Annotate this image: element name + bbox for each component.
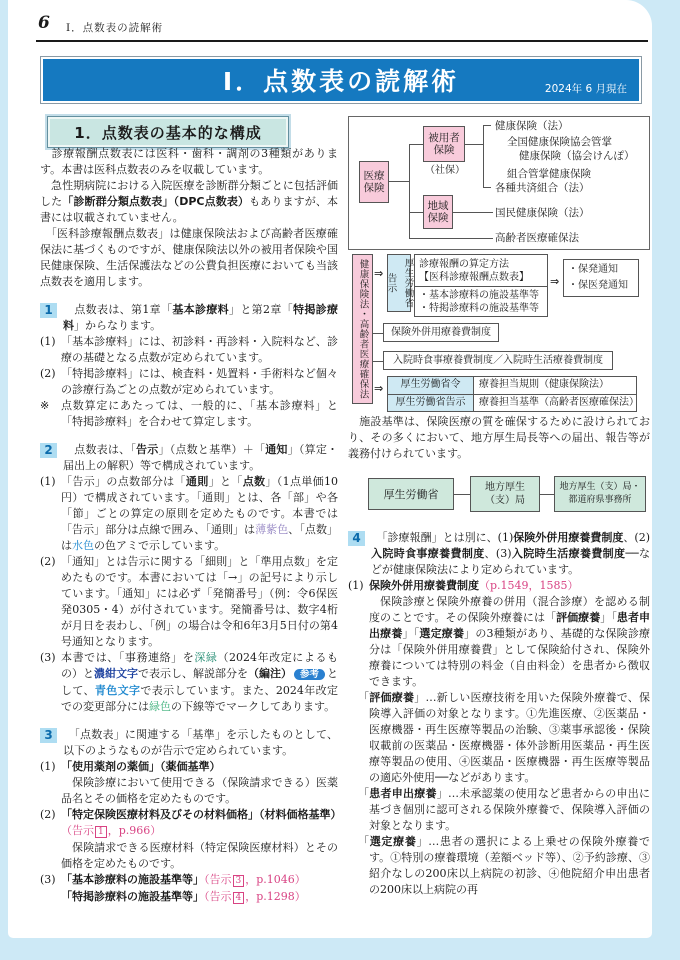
sub-text	[369, 578, 650, 690]
flow-arrow-icon: ⇒	[374, 267, 384, 280]
node-mhlw-notification	[385, 254, 414, 312]
calc-item-2: ・特掲診療料の施設基準等	[419, 303, 539, 314]
vertical-label: 健康保険法・高齢者医療確保法	[357, 259, 369, 399]
sub-text	[61, 759, 338, 807]
sub-text: 「告示」の点数部分は「通則」と「点数」（1点単価10円）で構成されています。「通則」とは、各「部」や各「節」ごとの算定の原則を定めたものです。本書では「告示」部分は点線で囲み、「通則」は薄紫色、「点数」は水色の色アミで示しています。	[61, 475, 339, 552]
node-regional-bureau	[470, 476, 540, 512]
basis-title: 「特定保険医療材料及びその材料価格」（材料価格基準）（告示 1 ，p.966）	[61, 808, 342, 837]
node-regional-insurance: 地域保険	[423, 195, 453, 229]
chapter-banner	[40, 56, 642, 104]
item-number-badge: 4	[348, 531, 365, 546]
sub-marker: (1)	[40, 335, 56, 348]
node-label-line1: 地方厚生（支）局・	[559, 482, 641, 492]
calc-items-block	[415, 287, 547, 317]
item-number-badge: 1	[40, 303, 57, 318]
connector-line	[483, 125, 484, 187]
node-employee-insurance: 被用者保険	[423, 126, 465, 162]
item-3-sub-1	[40, 759, 338, 807]
regional-bureau-diagram	[348, 474, 650, 516]
node-mhlw	[368, 478, 454, 510]
ordinance-cell: 厚生労働省告示	[388, 395, 474, 411]
intro-paragraph-2: 急性期病院における入院医療を診断群分類ごとに包括評価した「診断群分類点数表」（DPC点数表）もありますが、本書には収載されていません。	[40, 179, 339, 224]
item-number-badge: 3	[40, 728, 57, 743]
table-row	[388, 377, 636, 394]
sub-text: 「特掲診療料」には、検査料・処置料・手術料など個々の診療行為ごとの点数が定められています。	[61, 367, 338, 396]
bullet-sentei-ryoyo: 「選定療養」…患者の選択による上乗せの保険外療養です。①特別の療養環境（差額ベッド等）、②予約診療、③紹介なしの200床以上病院の初診、④他院紹介申出患者の200床以上病院の再	[358, 835, 651, 896]
intro-paragraph-3: 「医科診療報酬点数表」は健康保険法および高齢者医療確保法に基づくものですが、健康保険法以外の被用者保険や国民健康保険、生活保護法などの公費負担医療においても当該点数表を適用します。	[40, 227, 338, 288]
item-number-badge: 2	[40, 443, 57, 458]
item-2	[40, 442, 338, 715]
node-medical-insurance: 医療保険	[359, 161, 389, 203]
insurance-system-diagram	[348, 116, 650, 250]
running-header: Ⅰ．点数表の読解術	[66, 22, 164, 34]
item-3-head-text: 「点数表」に関連する「基準」を示したものとして、以下のようなものが告示で定められています。	[63, 728, 338, 757]
leaf-national-health-insurance: 国民健康保険（法）	[495, 207, 590, 219]
connector-line	[389, 181, 409, 182]
item-2-sub-2	[40, 554, 338, 650]
item-1-note	[40, 398, 338, 430]
sub-marker: (3)	[40, 873, 56, 886]
sub-marker: (3)	[40, 651, 56, 664]
item-4	[348, 530, 650, 898]
flow-arrow-icon: ⇒	[550, 275, 560, 288]
item-3-sub-2	[40, 807, 342, 872]
section-heading: 1．点数表の基本的な構成	[47, 116, 289, 148]
kokuji-label: 告示	[385, 273, 397, 293]
node-hospital-meal-system: 入院時食事療養費制度／入院時生活療養費制度	[383, 351, 613, 370]
connector-line	[373, 361, 383, 362]
connector-line	[465, 144, 483, 145]
sub-text	[61, 872, 338, 906]
item-1-sub-2	[40, 366, 338, 398]
sub-text	[61, 807, 342, 872]
notice-line2: ・保医発通知	[568, 280, 628, 291]
item-4-head-text: 「診療報酬」とは別に、(1)保険外併用療養費制度、(2)入院時食事療養費制度、(3)入院時生活療養費制度──などが健康保険法により定められています。	[371, 531, 651, 576]
leaf-health-insurance-law: 健康保険（法）	[495, 120, 569, 132]
sub-marker: (2)	[40, 808, 56, 821]
sub-marker: (2)	[40, 367, 56, 380]
right-column	[348, 116, 650, 898]
table-row	[388, 394, 639, 411]
item-3	[40, 727, 342, 906]
left-column	[40, 146, 342, 906]
basis-body: 保険診療において使用できる（保険請求できる）医薬品名とその価格を定めたものです。	[61, 776, 338, 805]
leaf-union-managed: 組合管掌健康保険	[507, 168, 591, 180]
facility-standards-note: 施設基準は、保険医療の質を確保するために設けられており、その多くにおいて、地方厚生局長等への届出、報告等が義務付けられています。	[348, 415, 650, 460]
calc-item-1: ・基本診療料の施設基準等	[419, 290, 539, 301]
notification-flow-diagram	[348, 252, 650, 414]
reference-mark: ※	[40, 399, 50, 412]
basis-body: 保険請求できる医療材料（特定保険医療材料）とその価格を定めたものです。	[61, 841, 338, 870]
connector-line	[373, 333, 383, 334]
item-3-sub-3	[40, 872, 338, 906]
connector-line	[540, 494, 554, 495]
leaf-kyokai-kenpo-2: 健康保険（協会けんぽ）	[519, 150, 635, 162]
bullet-hyoka-ryoyo: 「評価療養」…新しい医療技術を用いた保険外療養で、保険導入評価の対象となります。①先進医療、②医薬品・医療機器・再生医療等製品の治験、③薬事承認後・保険収載前の医薬品・医療機器・体外診断用医薬品・再生医療等製品の使用、④医薬品・医療機器・再生医療等製品の適応外使用──などがあります。	[358, 691, 651, 784]
connector-line	[483, 187, 491, 188]
item-2-sub-3	[40, 650, 338, 715]
sub-text: 本書では、「事務連絡」を深緑（2024年改定によるもの）と濃紺文字で表示し、解説部分を（編注） 参考 として、青色文字で表示しています。また、2024年改定での変更部分には緑色の下線等でマークしてあります。	[61, 651, 339, 713]
ordinance-cell: 厚生労働省令	[388, 377, 474, 394]
node-label: 厚生労働省	[383, 487, 439, 501]
basis-title: 「特掲診療料の施設基準等」（告示 4 ，p.1298）	[61, 890, 306, 903]
node-label-line2: （支）局	[485, 495, 525, 506]
flow-arrow-icon: ⇒	[374, 382, 384, 395]
node-label-line2: 都道府県事務所	[568, 495, 632, 505]
node-label-line1: 地方厚生	[485, 482, 525, 493]
item-1-head-row	[40, 302, 338, 334]
connector-line	[409, 212, 423, 213]
leaf-mutual-aid: 各種共済組合（法）	[495, 182, 590, 194]
item-1	[40, 302, 338, 430]
system-title: 保険外併用療養費制度（p.1549，1585）	[369, 579, 579, 592]
connector-line	[483, 125, 491, 126]
leaf-kyokai-kenpo-1: 全国健康保険協会管掌	[507, 136, 612, 148]
chapter-title: Ⅰ．点数表の読解術	[222, 67, 460, 96]
rule-cell: 療養担当規則（健康保険法）	[479, 379, 609, 390]
banner-date: 2024年 6 月現在	[544, 83, 627, 95]
node-out-of-insurance-system: 保険外併用療養費制度	[383, 323, 499, 342]
item-3-head-row	[40, 727, 338, 759]
ordinance-table	[387, 376, 637, 412]
connector-line	[453, 212, 493, 213]
sub-marker: (1)	[40, 475, 56, 488]
sub-text: 点数算定にあたっては、一般的に、「基本診療料」と「特掲診療料」を合わせて算定します。	[61, 399, 338, 428]
calc-title-line2: 【医科診療報酬点数表】	[419, 272, 529, 283]
connector-line	[409, 238, 493, 239]
connector-line	[454, 494, 470, 495]
item-2-sub-1	[40, 474, 338, 554]
item-1-head-text: 点数表は、第1章「基本診療料」と第2章「特掲診療料」からなります。	[63, 303, 339, 332]
sub-marker: (1)	[348, 579, 364, 592]
node-calculation-method	[414, 254, 548, 317]
basis-title: 「使用薬剤の薬価」（薬価基準）	[61, 760, 221, 773]
basis-title: 「基本診療料の施設基準等」（告示 3 ，p.1046）	[61, 873, 306, 886]
node-notices	[563, 259, 639, 297]
connector-line	[409, 144, 423, 145]
node-prefectural-office	[554, 476, 646, 512]
sub-marker: (2)	[40, 555, 56, 568]
calc-title-line1: 診療報酬の算定方法	[419, 259, 509, 270]
rule-cell: 療養担当基準（高齢者医療確保法）	[479, 397, 639, 408]
item-4-sub-1	[348, 578, 650, 690]
calc-title-block	[415, 255, 547, 287]
sub-text: 「通知」とは告示に関する「細則」と「準用点数」を定めたものです。本書においては「→」の記号により示しています。「通知」には必ず「発簡番号」（例：令6保医発0305・4）が付されています。発簡番号は、数字4桁が月日を表わし、「例」の場合は令和6年3月5日付の第4号通知となります。	[61, 555, 338, 648]
page-number: 6	[38, 13, 50, 33]
sub-marker: (1)	[40, 760, 56, 773]
connector-line	[409, 144, 410, 238]
bullet-kanja-moushide-ryoyo: 「患者申出療養」…未承認薬の使用など患者からの申出に基づき個別に認可される保険外療養で、保険導入評価の対象となります。	[358, 787, 651, 832]
system-body: 保険診療と保険外療養の併用（混合診療）を認める制度のことです。その保険外療養には「評価療養」「患者申出療養」「選定療養」の3種類があり、基礎的な保険診療分は「保険外併用療養費」として保険給付され、保険外療養については特別の料金（自由料金）を患者から徴収できます。	[369, 595, 651, 688]
leaf-elderly-medical-law: 高齢者医療確保法	[495, 232, 579, 244]
item-2-head-row	[40, 442, 338, 474]
notice-line1: ・保発通知	[568, 264, 618, 275]
header-rule	[36, 40, 648, 42]
employee-insurance-sublabel: （社保）	[425, 165, 465, 176]
item-4-head-row	[348, 530, 650, 578]
node-health-insurance-laws	[352, 254, 373, 404]
sub-text: 「基本診療料」には、初診料・再診料・入院料など、診療の基礎となる点数が定められています。	[61, 335, 338, 364]
intro-paragraph-1: 診療報酬点数表には医科・歯科・調剤の3種類があります。本書は医科点数表のみを収載しています。	[40, 147, 338, 176]
book-page	[8, 0, 652, 938]
item-1-sub-1	[40, 334, 338, 366]
ministry-label: 厚生労働省	[402, 258, 414, 308]
item-2-head-text: 点数表は、「告示」（点数と基準）＋「通知」（算定・届出上の解釈）等で構成されています。	[63, 443, 339, 472]
